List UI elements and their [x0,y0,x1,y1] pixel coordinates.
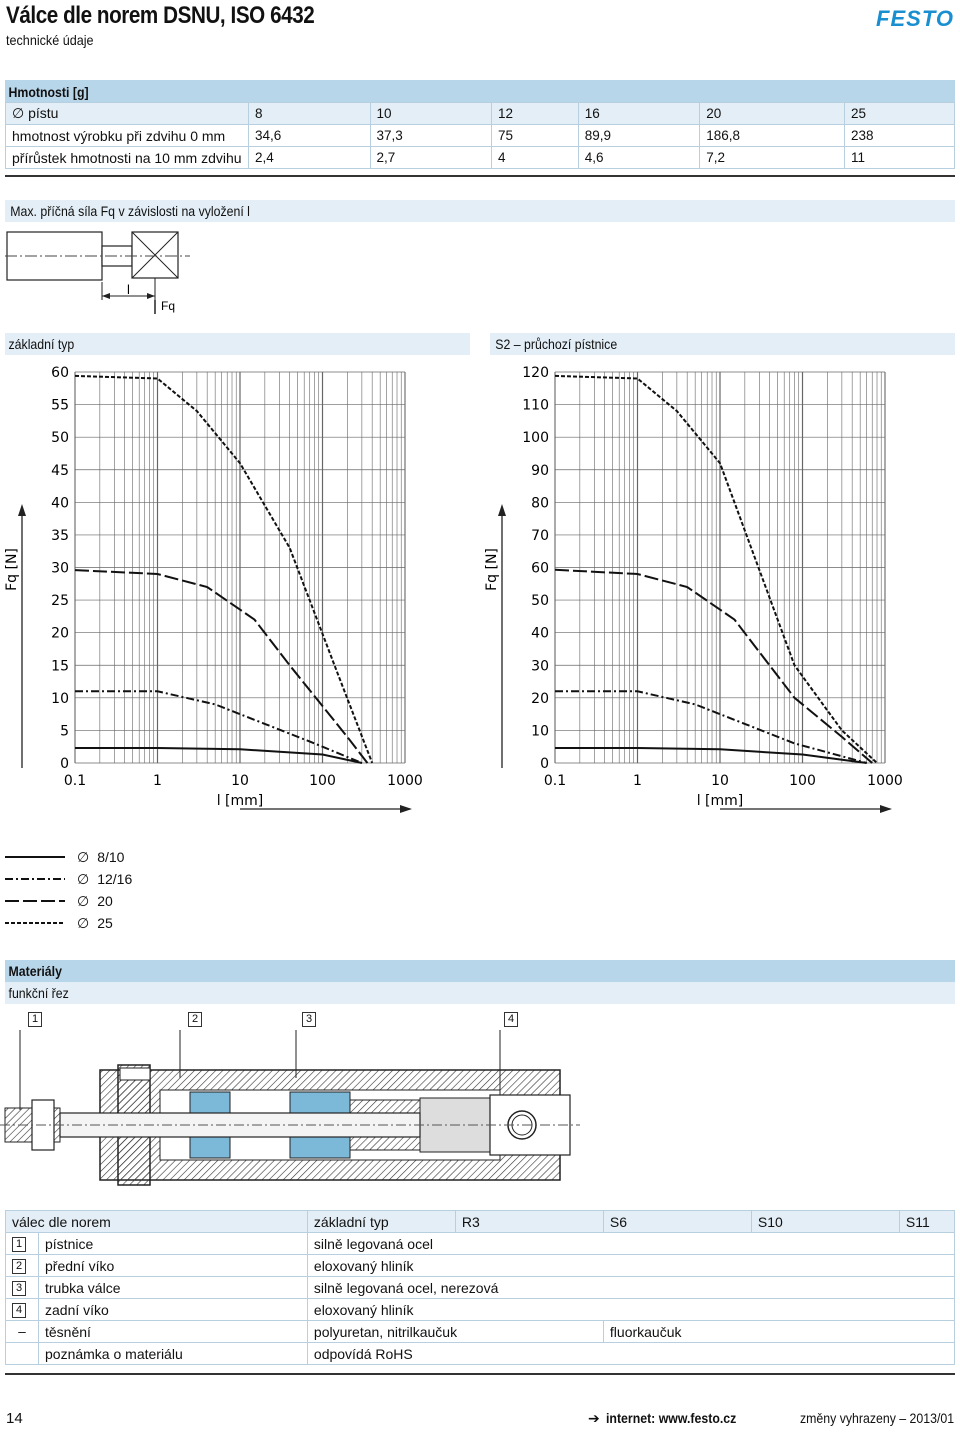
table-cell [6,1343,39,1365]
column-header: válec dle norem [6,1211,308,1233]
table-cell: 11 [845,147,955,169]
weights-table [5,102,955,169]
x-tick-label: 0.1 [63,773,87,789]
table-cell: přední víko [39,1255,308,1277]
table-cell: pístnice [39,1233,308,1255]
y-tick-label: 20 [51,625,69,642]
column-header: základní typ [307,1211,455,1233]
materials-heading-band [5,960,955,982]
table-row [6,125,955,147]
weights-heading-band [5,80,955,102]
y-tick-label: 45 [51,462,69,479]
legend-item: ∅ 8/10 [77,848,125,865]
table-cell: 4,6 [578,147,700,169]
chart-left-heading-band [5,333,470,355]
table-cell: – [6,1321,39,1343]
x-tick-label: 1000 [867,773,903,789]
table-cell: 238 [845,125,955,147]
diagram-l-label: l [127,282,130,297]
column-header: S6 [603,1211,751,1233]
change-note: změny vyhrazeny – 2013/01 [800,1410,955,1426]
y-tick-label: 55 [51,397,69,414]
force-chart-s2 [480,358,960,818]
table-cell: 16 [578,103,700,125]
callout-3: 3 [302,1012,316,1027]
materials-subheading: funkční řez [8,985,69,1001]
y-tick-label: 30 [51,560,69,577]
diameter-icon: ∅ [77,870,90,887]
table-cell: trubka válce [39,1277,308,1299]
y-tick-label: 0 [540,756,549,772]
diameter-icon: ∅ [77,914,90,931]
page-number: 14 [6,1410,23,1427]
arrow-head-icon [400,805,412,813]
y-tick-label: 0 [60,756,69,772]
series-line [75,570,367,763]
chart-right-heading-band [490,333,955,355]
callout-1: 1 [28,1012,42,1027]
divider [5,1373,955,1375]
x-tick-label: 1 [153,773,162,789]
y-tick-label: 10 [51,690,69,707]
x-tick-label: 10 [231,773,249,789]
table-cell: 4 [492,147,579,169]
table-cell: 20 [700,103,845,125]
page-subtitle: technické údaje [6,32,94,48]
arrow-head-icon [880,805,892,813]
table-cell: 2,4 [249,147,371,169]
table-row [6,1343,955,1365]
x-tick-label: 10 [711,773,729,789]
table-header-row [6,1211,955,1233]
diagram-fq-label: Fq [161,299,176,313]
y-tick-label: 25 [51,593,69,610]
table-row [6,1255,955,1277]
table-cell: 7,2 [700,147,845,169]
table-cell: poznámka o materiálu [39,1343,308,1365]
x-tick-label: 100 [789,773,816,789]
y-tick-label: 40 [531,625,549,642]
table-row [6,1233,955,1255]
y-tick-label: 5 [60,723,69,740]
legend-item: ∅ 20 [77,892,113,909]
table-cell: ∅ pístu [6,103,249,125]
table-row [6,1299,955,1321]
table-cell: 2 [6,1255,39,1277]
table-cell: 3 [6,1277,39,1299]
table-cell: 1 [6,1233,39,1255]
y-tick-label: 60 [51,365,69,381]
table-cell: 4 [6,1299,39,1321]
diameter-icon: ∅ [77,848,90,865]
y-axis-label: Fq [N] [484,548,500,591]
table-cell: odpovídá RoHS [307,1343,954,1365]
table-cell: 12 [492,103,579,125]
chart-left-heading: základní typ [8,336,75,352]
table-cell: 37,3 [370,125,492,147]
festo-logo: FESTO [876,6,954,31]
y-tick-label: 35 [51,527,69,544]
materials-subheading-band [5,982,955,1004]
callout-4: 4 [504,1012,518,1027]
table-cell: 186,8 [700,125,845,147]
table-cell: 89,9 [578,125,700,147]
y-tick-label: 10 [531,723,549,740]
legend-item: ∅ 25 [77,914,113,931]
table-cell: polyuretan, nitrilkaučuk [307,1321,603,1343]
chart-legend [5,846,132,934]
website-link[interactable]: internet: www.festo.cz [606,1410,737,1426]
legend-item: ∅ 12/16 [77,870,133,887]
y-tick-label: 100 [522,430,549,447]
table-cell: silně legovaná ocel [307,1233,954,1255]
cylinder-cross-section [0,1010,600,1200]
table-cell: zadní víko [39,1299,308,1321]
y-tick-label: 50 [51,430,69,447]
arrow-right-icon: ➔ [588,1410,600,1426]
table-cell: 8 [249,103,371,125]
y-tick-label: 80 [531,495,549,512]
materials-table [5,1210,955,1365]
table-cell: 25 [845,103,955,125]
y-tick-label: 60 [531,560,549,577]
table-cell: hmotnost výrobku při zdvihu 0 mm [6,125,249,147]
y-tick-label: 50 [531,593,549,610]
y-tick-label: 15 [51,658,69,675]
x-tick-label: 100 [309,773,336,789]
table-cell: 75 [492,125,579,147]
weights-heading: Hmotnosti [g] [8,84,89,100]
force-chart-standard [0,358,480,818]
table-row [6,1277,955,1299]
y-tick-label: 90 [531,462,549,479]
column-header: S10 [751,1211,899,1233]
y-tick-label: 70 [531,527,549,544]
force-heading: Max. příčná síla Fq v závislosti na vyložení l [10,203,250,219]
arrow-head-icon [498,504,506,516]
y-tick-label: 120 [522,365,549,381]
callout-2: 2 [188,1012,202,1027]
series-line [75,376,372,763]
table-cell: eloxovaný hliník [307,1255,954,1277]
x-tick-label: 1000 [387,773,423,789]
y-tick-label: 30 [531,658,549,675]
x-axis-label: l [mm] [696,793,744,809]
y-tick-label: 20 [531,690,549,707]
table-cell: 2,7 [370,147,492,169]
x-tick-label: 1 [633,773,642,789]
table-cell: přírůstek hmotnosti na 10 mm zdvihu [6,147,249,169]
y-axis-label: Fq [N] [4,548,20,591]
column-header: S11 [899,1211,954,1233]
divider [5,175,955,177]
load-diagram [5,228,205,320]
arrow-head-icon [18,504,26,516]
table-cell: silně legovaná ocel, nerezová [307,1277,954,1299]
table-cell: eloxovaný hliník [307,1299,954,1321]
chart-right-heading: S2 – průchozí pístnice [495,336,618,352]
y-tick-label: 110 [522,397,549,414]
column-header: R3 [455,1211,603,1233]
table-row [6,103,955,125]
table-row [6,147,955,169]
table-cell: fluorkaučuk [603,1321,954,1343]
x-tick-label: 0.1 [543,773,567,789]
diameter-icon: ∅ [77,892,90,909]
series-line [555,691,867,763]
table-cell: 10 [370,103,492,125]
force-heading-band [5,200,955,222]
materials-heading: Materiály [8,963,62,979]
x-axis-label: l [mm] [216,793,264,809]
table-cell: 34,6 [249,125,371,147]
y-tick-label: 40 [51,495,69,512]
series-line [555,570,872,763]
table-cell: těsnění [39,1321,308,1343]
page-title: Válce dle norem DSNU, ISO 6432 [6,2,315,29]
table-row [6,1321,955,1343]
